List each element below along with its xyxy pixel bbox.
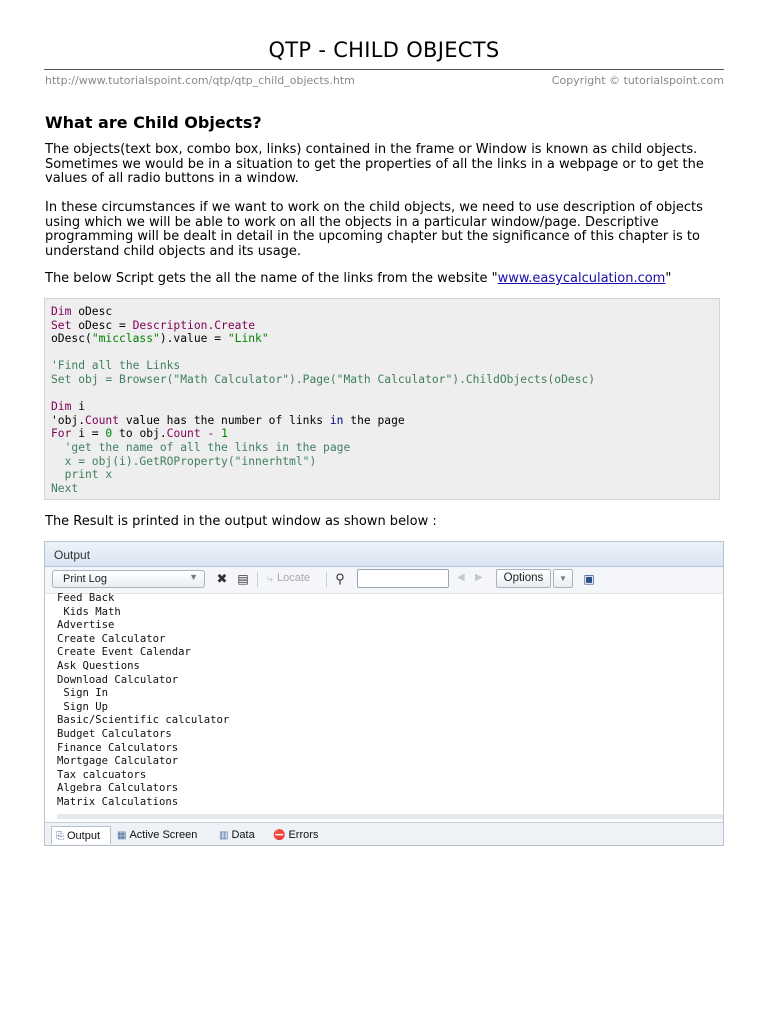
code-token: Dim [51,400,72,414]
paragraph-script-intro [45,272,730,287]
active-screen-icon: ▦ [117,830,127,841]
tab-data[interactable] [215,826,265,844]
log-line: Algebra Calculators [57,782,179,795]
script-intro-prefix: The below Script gets the all the name of the links from the website " [45,271,498,286]
toolbar-separator [257,572,258,587]
previous-icon[interactable]: ◀ [457,572,465,583]
tab-label: Errors [288,829,319,841]
log-line: Download Calculator [57,673,179,686]
save-icon[interactable]: ▣ [583,572,595,586]
code-token: the page [343,413,405,427]
code-token: - [200,427,222,441]
log-line: Advertise [57,619,115,632]
log-line: Feed Back [57,592,115,604]
code-token: 'obj. [51,413,86,427]
output-tab-bar [45,822,723,846]
header-divider [44,69,724,70]
tab-label: Active Screen [129,829,198,841]
tab-label: Output [67,830,101,842]
code-token: oDesc [71,305,113,318]
code-token: 0 [105,427,113,441]
log-line: Matrix Calculations [57,795,179,808]
log-line: Kids Math [57,605,121,618]
code-line: x = obj(i).GetROProperty("innerhtml") [51,454,317,468]
tab-output[interactable] [51,826,111,844]
page-title: QTP - CHILD OBJECTS [268,38,500,62]
log-line: Budget Calculators [57,727,172,740]
search-icon[interactable]: ⚲ [335,571,345,586]
log-line: Create Event Calendar [57,646,191,659]
code-token: to obj. [112,427,167,441]
code-line: Set obj = Browser("Math Calculator").Page("Math Calculator").ChildObjects(oDesc) [51,372,596,386]
tab-errors[interactable] [269,826,329,844]
horizontal-scrollbar[interactable] [57,814,724,819]
log-line: Tax calcuators [57,768,147,781]
code-token: Count [85,413,120,427]
code-comment: 'get the name of all the links in the page [51,440,351,454]
code-token: "Link" [227,332,269,346]
print-log-dropdown[interactable] [52,570,205,588]
output-log [57,592,229,810]
code-comment: 'Find all the Links [51,359,181,373]
code-token: i [71,400,86,414]
chevron-down-icon: ▼ [189,572,198,582]
code-line: print x [51,468,113,482]
header-copyright: Copyright © tutorialspoint.com [551,74,724,87]
data-table-icon: ▥ [219,830,229,841]
paragraph-result: The Result is printed in the output window as shown below : [45,514,437,529]
section-heading: What are Child Objects? [45,113,262,132]
tab-label: Data [231,829,255,841]
code-token: For [51,427,72,441]
code-token: oDesc = [71,318,133,332]
output-tab-icon: ⎘ [56,831,64,842]
code-token: Set [51,318,72,332]
output-window [44,541,724,846]
log-line: Create Calculator [57,632,166,645]
log-line: Finance Calculators [57,741,179,754]
output-title: Output [54,548,91,562]
paragraph-child-objects-intro: The objects(text box, combo box, links) contained in the frame or Window is known as child objects. Sometimes we would be in a situation to get the properties of all the links in a webpage or to get the values of all radio buttons in a window. [45,142,704,186]
script-intro-suffix: " [665,271,672,286]
clear-icon[interactable]: ✖ [216,571,228,586]
output-titlebar [45,542,723,567]
paragraph-circumstances: In these circumstances if we want to work on the child objects, we need to use description of objects using which we will be able to work on all the objects in a particular window/page. Descriptive programming will be dealt in detail in the upcoming chapter but the significance of this chapter is to understand child objects and its usage. [45,200,703,259]
log-line: Mortgage Calculator [57,755,179,768]
code-token: value has the number of links [119,413,330,427]
code-token: ).value = [159,332,228,346]
code-token: oDesc( [51,332,92,346]
header-url[interactable]: http://www.tutorialspoint.com/qtp/qtp_child_objects.htm [45,74,355,87]
code-line: Next [51,481,79,495]
errors-icon: ⛔ [273,830,286,841]
locate-icon: ⤷ [266,573,274,585]
options-button[interactable]: Options [496,569,551,588]
code-block [44,298,720,500]
code-token: 1 [221,427,228,441]
options-dropdown[interactable] [553,569,573,588]
code-token: i = [71,427,106,441]
window-icon[interactable]: ▤ [237,572,249,586]
tab-active-screen[interactable] [113,826,211,844]
code-token: Dim [51,305,72,318]
search-input[interactable] [357,569,449,588]
print-log-label: Print Log [63,573,108,585]
log-line: Sign In [57,687,109,700]
next-icon[interactable]: ▶ [475,572,483,583]
locate-button[interactable]: Locate [277,572,311,584]
log-line: Basic/Scientific calculator [57,714,230,727]
code-token: "micclass" [91,332,160,346]
toolbar-separator [326,572,327,587]
log-line: Sign Up [57,700,109,713]
code-token: in [329,413,344,427]
log-line: Ask Questions [57,659,140,672]
chevron-down-icon: ▼ [559,574,567,583]
easycalculation-link[interactable]: www.easycalculation.com [497,271,666,286]
code-token: Count [166,427,201,441]
code-token: Description.Create [132,318,256,332]
output-toolbar [45,567,723,594]
